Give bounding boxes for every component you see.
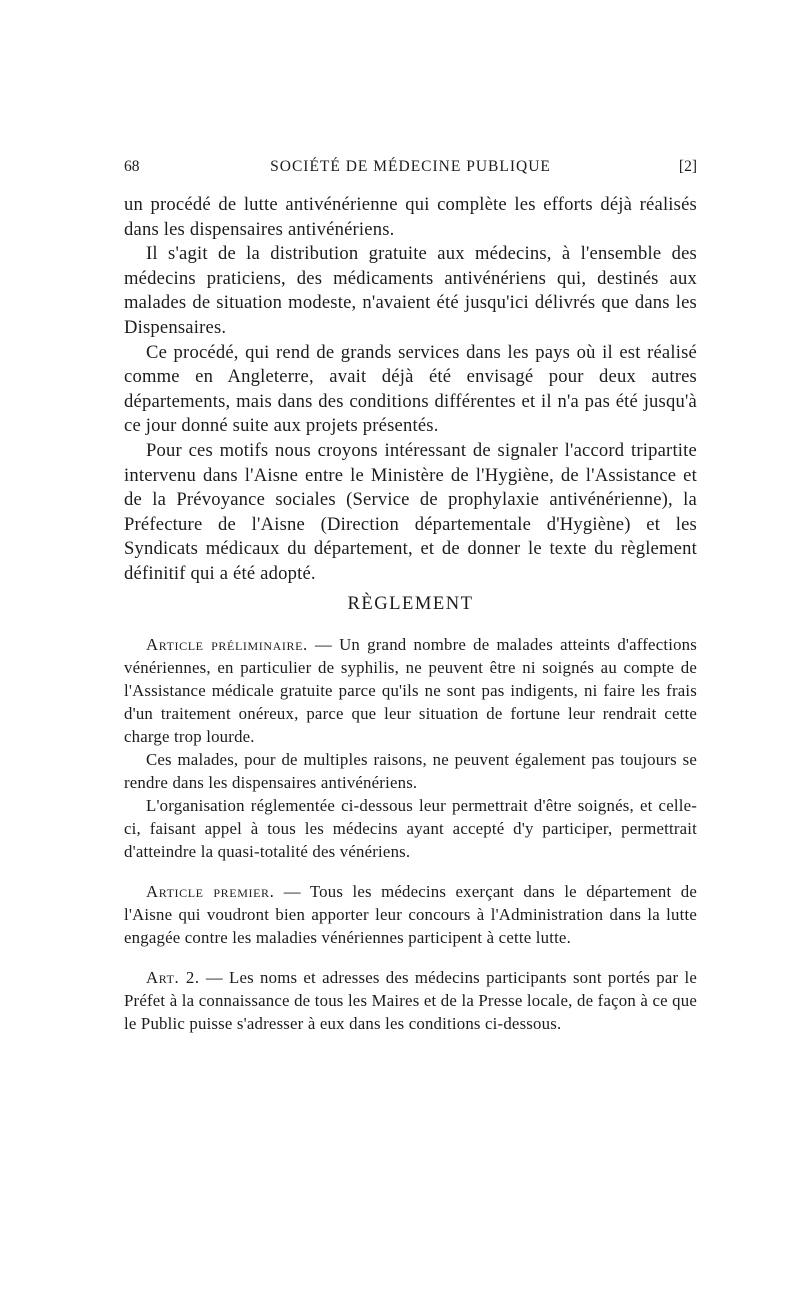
paragraph-distribution: Il s'agit de la distribution gratuite aux médecins, à l'ensemble des médecins praticiens, des médicaments antivénériens qui, destinés aux malades de situation modeste, n'avaient été jusqu'ici délivrés que dans les Dispensaires.	[124, 243, 697, 338]
article-text: Un grand nombre de malades atteints d'affections vénériennes, en particulier de syphilis, ne peuvent être ni soignés au compte de l'Assistance médicale gratuite parce qu'ils ne sont pas indigents, ni faire les frais d'un traitement onéreux, parce que leur situation de fortune leur rendrait cette charge trop lourde.	[124, 634, 697, 746]
article-dash: —	[199, 967, 230, 987]
article-2	[124, 966, 697, 1035]
paragraph-continuation: un procédé de lutte antivénérienne qui complète les efforts déjà réalisés dans les dispensaires antivénériens.	[124, 194, 697, 240]
article-dash: —	[307, 634, 340, 654]
page-number: 68	[124, 158, 140, 175]
bracket-number: [2]	[678, 158, 697, 175]
article-label: Article premier.	[146, 881, 275, 901]
article-dash: —	[274, 881, 310, 901]
article-label: Art. 2.	[146, 967, 200, 987]
paragraph-procede: Ce procédé, qui rend de grands services dans les pays où il est réalisé comme en Angleterre, avait déjà été envisagé pour deux autres départements, mais dans des conditions différentes et il n'a pas été jusqu'à ce jour donné suite aux projets présentés.	[124, 341, 697, 437]
article-preliminaire-paragraph	[124, 633, 697, 748]
article-2-paragraph	[124, 966, 697, 1035]
reglement-text	[124, 633, 697, 1035]
intro-text	[124, 193, 697, 587]
article-premier	[124, 880, 697, 949]
article-label: Article préliminaire.	[146, 634, 308, 654]
running-title: SOCIÉTÉ DE MÉDECINE PUBLIQUE	[270, 158, 551, 175]
article-text: Les noms et adresses des médecins participants sont portés par le Préfet à la connaissance de tous les Maires et de la Presse locale, de façon à ce que le Public puisse s'adresser à eux dans les conditions ci-dessous.	[124, 967, 697, 1033]
article-paragraph: L'organisation réglementée ci-dessous leur permettrait d'être soignés, et celle-ci, faisant appel à tous les médecins ayant accepté d'y participer, permettrait d'atteindre la quasi-totalité des vénériens.	[124, 795, 697, 861]
running-head	[124, 155, 697, 179]
article-paragraph: Ces malades, pour de multiples raisons, ne peuvent également pas toujours se rendre dans les dispensaires antivénériens.	[124, 749, 697, 792]
paragraph-motifs: Pour ces motifs nous croyons intéressant de signaler l'accord tripartite intervenu dans l'Aisne entre le Ministère de l'Hygiène, de l'Assistance et de la Prévoyance sociales (Service de prophylaxie antivénérienne), la Préfecture de l'Aisne (Direction départementale d'Hygiène) et les Syndicats médicaux du département, et de donner le texte du règlement définitif qui a été adopté.	[124, 439, 697, 584]
section-heading: RÈGLEMENT	[347, 592, 474, 614]
book-page	[124, 155, 697, 1052]
article-text: Tous les médecins exerçant dans le département de l'Aisne qui voudront bien apporter leur concours à l'Administration dans la lutte engagée contre les maladies vénériennes participent à cette lutte.	[124, 881, 698, 947]
article-premier-paragraph	[124, 880, 697, 949]
article-preliminaire	[124, 633, 697, 863]
